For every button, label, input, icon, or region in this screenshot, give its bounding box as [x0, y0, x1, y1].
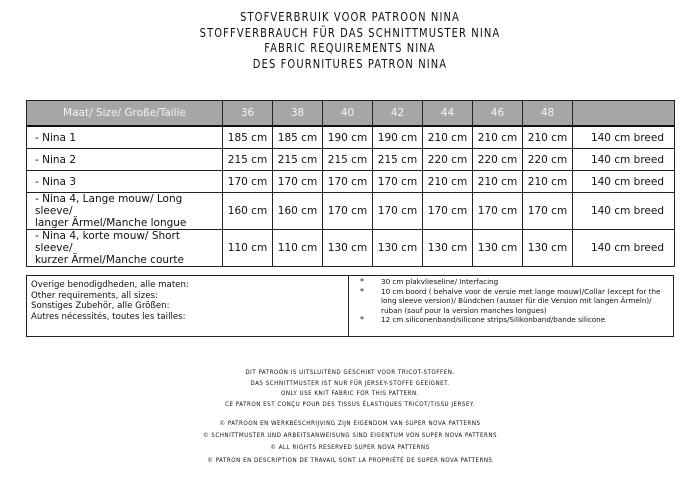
note-dutch: DIT PATROON IS UITSLUITEND GESCHIKT VOOR TRICOT-STOFFEN. [245, 369, 455, 376]
copyright-english: © ALL RIGHTS RESERVED SUPER NOVA PATTERNS [270, 444, 430, 452]
size-header-44: 44 [423, 101, 473, 127]
other-requirements-box [26, 275, 674, 337]
table-cell: 215 cm [323, 149, 373, 171]
table-cell: 170 cm [373, 171, 423, 193]
table-cell: 170 cm [473, 193, 523, 230]
fabric-width-cell: 140 cm breed [573, 193, 675, 230]
table-row [27, 193, 675, 230]
fabric-width-cell: 140 cm breed [573, 149, 675, 171]
fabric-requirements-table [26, 100, 675, 267]
requirements-label-english: Other requirements, all sizes: [31, 290, 158, 301]
table-cell: 170 cm [373, 193, 423, 230]
copyright-notices [0, 418, 700, 467]
table-row [27, 230, 675, 267]
table-cell: 210 cm [473, 171, 523, 193]
table-cell: 170 cm [423, 193, 473, 230]
fabric-width-cell: 140 cm breed [573, 230, 675, 267]
requirements-label-german: Sonstiges Zubehör, alle Größen: [31, 301, 170, 311]
table-row [27, 149, 675, 171]
size-header-38: 38 [273, 101, 323, 127]
fabric-width-cell: 140 cm breed [573, 126, 675, 149]
table-cell: 215 cm [273, 149, 323, 171]
requirement-interfacing: * 30 cm plakvlieseline/ Interfacing [359, 277, 671, 287]
table-cell: 110 cm [223, 230, 273, 267]
table-cell: 170 cm [273, 171, 323, 193]
requirements-label-french: Autres nécessités, toutes les tailles: [31, 311, 186, 322]
size-header-label: Maat/ Size/ Große/Taille [27, 101, 223, 127]
requirements-label-dutch: Overige benodigdheden, alle maten: [31, 280, 189, 290]
table-cell: 190 cm [323, 126, 373, 149]
row-label: - Nina 4, korte mouw/ Short sleeve/ kurzer Ärmel/Manche courte [27, 230, 223, 267]
title-dutch: STOFVERBRUIK VOOR PATROON NINA [240, 10, 460, 24]
title-english: FABRIC REQUIREMENTS NINA [264, 41, 436, 55]
table-cell: 220 cm [473, 149, 523, 171]
table-cell: 170 cm [323, 193, 373, 230]
table-cell: 185 cm [223, 126, 273, 149]
size-header-48: 48 [523, 101, 573, 127]
row-label: - Nina 4, Lange mouw/ Long sleeve/ langer Ärmel/Manche longue [27, 193, 223, 230]
table-cell: 130 cm [323, 230, 373, 267]
requirements-divider [348, 276, 349, 336]
size-header-36: 36 [223, 101, 273, 127]
row-label: - Nina 3 [27, 171, 223, 193]
size-header-42: 42 [373, 101, 423, 127]
table-header-row [27, 101, 675, 127]
table-cell: 220 cm [423, 149, 473, 171]
table-cell: 210 cm [473, 126, 523, 149]
table-cell: 185 cm [273, 126, 323, 149]
requirements-labels [31, 280, 351, 322]
table-cell: 160 cm [223, 193, 273, 230]
table-cell: 130 cm [473, 230, 523, 267]
table-cell: 160 cm [273, 193, 323, 230]
copyright-german: © SCHNITTMUSTER UND ARBEITSANWEISUNG SIND EIGENTUM VON SUPER NOVA PATTERNS [202, 432, 498, 440]
table-cell: 170 cm [523, 193, 573, 230]
table-cell: 210 cm [423, 126, 473, 149]
table-cell: 215 cm [223, 149, 273, 171]
table-row [27, 171, 675, 193]
table-cell: 170 cm [223, 171, 273, 193]
table-cell: 215 cm [373, 149, 423, 171]
table-row [27, 126, 675, 149]
size-header-46: 46 [473, 101, 523, 127]
row-label: - Nina 1 [27, 126, 223, 149]
table-cell: 210 cm [523, 171, 573, 193]
size-header-40: 40 [323, 101, 373, 127]
table-cell: 130 cm [523, 230, 573, 267]
requirement-silicone: * 12 cm siliconenband/silicone strips/Silikonband/bande silicone [359, 315, 671, 325]
note-german: DAS SCHNITTMUSTER IST NUR FÜR JERSEY-STOFFE GEEIGNET. [250, 379, 450, 387]
copyright-french: © PATRON EN DESCRIPTION DE TRAVAIL SONT LA PROPRIÉTÉ DE SUPER NOVA PATTERNS [207, 456, 493, 464]
table-cell: 170 cm [323, 171, 373, 193]
table-cell: 210 cm [423, 171, 473, 193]
row-label: - Nina 2 [27, 149, 223, 171]
table-cell: 130 cm [373, 230, 423, 267]
title-french: DES FOURNITURES PATRON NINA [252, 56, 448, 71]
fabric-notes [0, 368, 700, 410]
note-french: CE PATRON EST CONÇU POUR DES TISSUS ÉLASTIQUES TRICOT/TISSU JERSEY. [225, 400, 475, 408]
document-titles [0, 10, 700, 72]
fabric-width-cell: 140 cm breed [573, 171, 675, 193]
table-cell: 110 cm [273, 230, 323, 267]
note-english: ONLY USE KNIT FABRIC FOR THIS PATTERN. [281, 390, 419, 398]
width-header [573, 101, 675, 127]
title-german: STOFFVERBRAUCH FÜR DAS SCHNITTMUSTER NINA [199, 25, 501, 40]
table-cell: 190 cm [373, 126, 423, 149]
table-cell: 210 cm [523, 126, 573, 149]
requirement-collar: * 10 cm boord ( behalve voor de versie met lange mouw)/Collar (except for the long sleeve version)/ Bündchen (ausser für die Version mit langen Ärmeln)/ ruban (sauf pour la version manches longues) [359, 287, 671, 316]
table-cell: 130 cm [423, 230, 473, 267]
requirements-list [359, 277, 671, 325]
table-cell: 220 cm [523, 149, 573, 171]
copyright-dutch: © PATROON EN WERKBESCHRIJVING ZIJN EIGENDOM VAN SUPER NOVA PATTERNS [219, 420, 481, 427]
